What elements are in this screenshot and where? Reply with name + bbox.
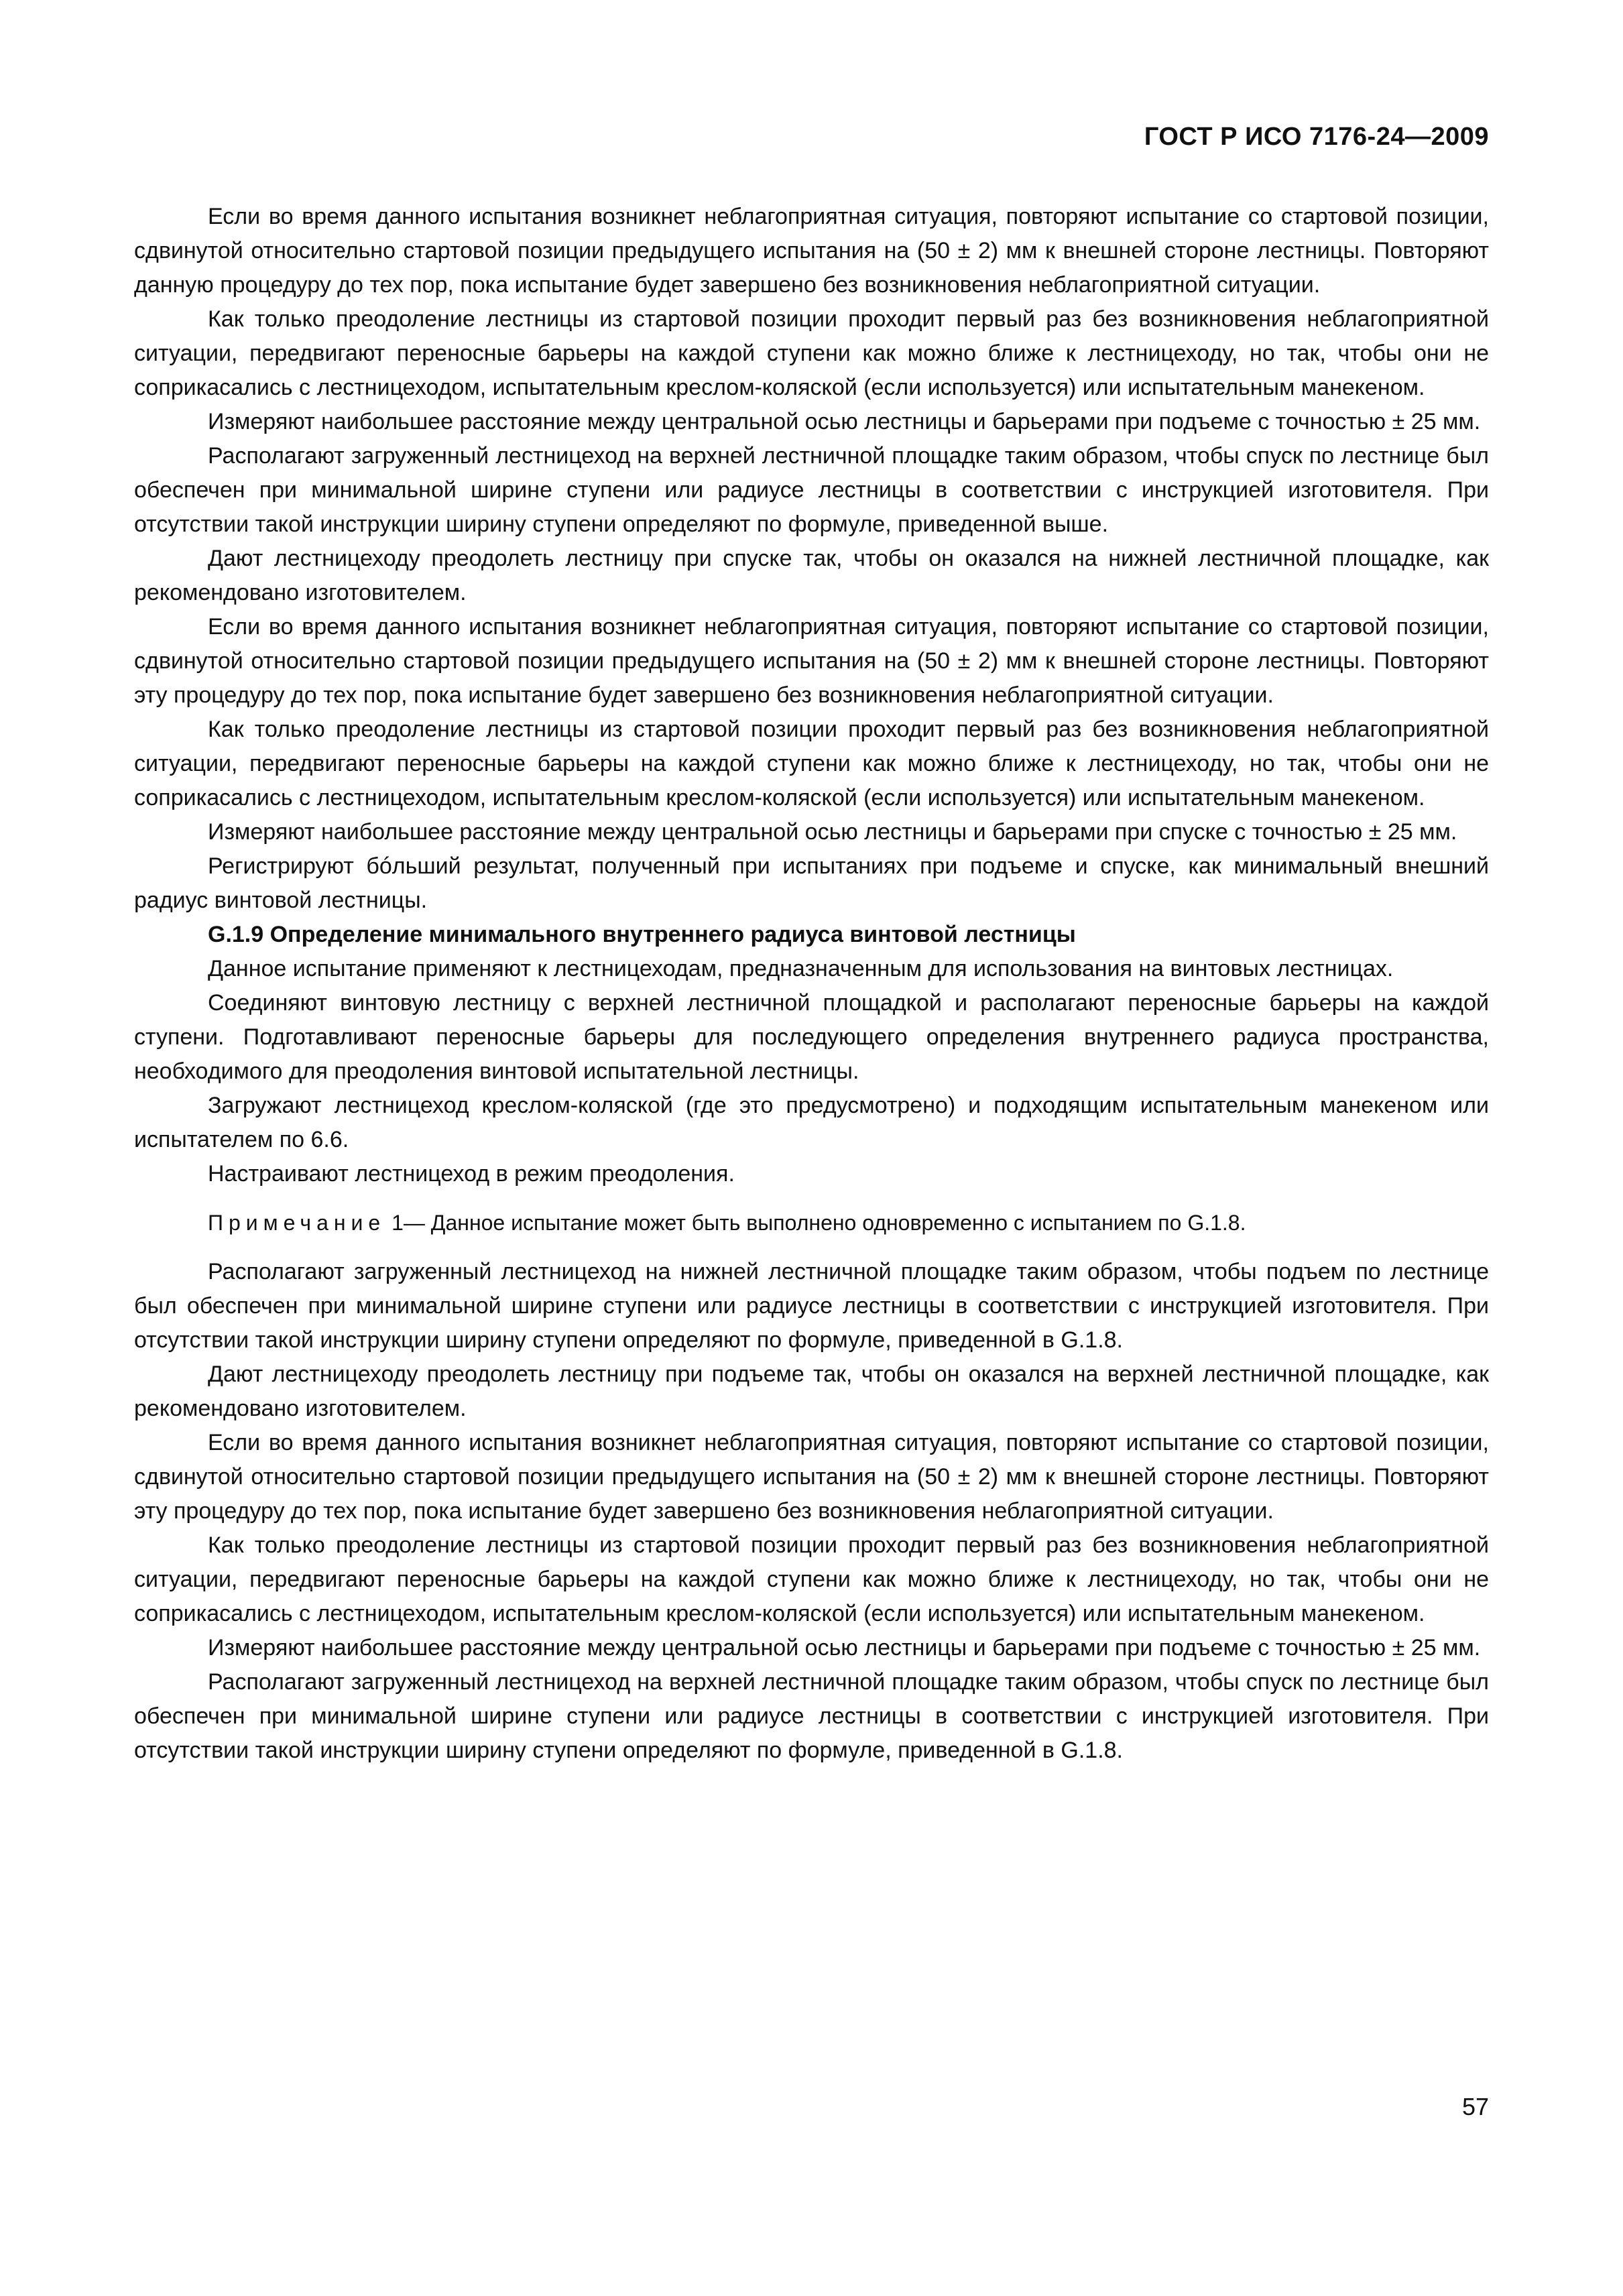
paragraph: Если во время данного испытания возникнет неблагоприятная ситуация, повторяют испытание со стартовой позиции, сдвинутой относительно стартовой позиции предыдущего испытания на (50 ± 2) мм к внешней стороне лестницы. Повторяют эту процедуру до тех пор, пока испытание будет завершено без возникновения неблагоприятной ситуации.: [134, 1430, 1489, 1524]
paragraph: Измеряют наибольшее расстояние между центральной осью лестницы и барьерами при спуске с точностью ± 25 мм.: [208, 819, 1457, 845]
paragraph: Регистрируют бóльший результат, полученный при испытаниях при подъеме и спуске, как минимальный внешний радиус винтовой лестницы.: [134, 853, 1489, 913]
paragraph: Дают лестницеходу преодолеть лестницу при спуске так, чтобы он оказался на нижней лестничной площадке, как рекомендовано изготовителем.: [134, 546, 1489, 605]
paragraph: Как только преодоление лестницы из стартовой позиции проходит первый раз без возникновения неблагоприятной ситуации, передвигают переносные барьеры на каждой ступени как можно ближе к лестницеходу, но так, чтобы они не соприкасались с лестницеходом, испытательным креслом-коляской (если используется) или испытательным манекеном.: [134, 717, 1489, 810]
paragraph: Располагают загруженный лестницеход на верхней лестничной площадке таким образом, чтобы спуск по лестнице был обеспечен при минимальной ширине ступени или радиусе лестницы в соответствии с инструкцией изготовителя. При отсутствии такой инструкции ширину ступени определяют по формуле, приведенной выше.: [134, 443, 1489, 537]
paragraph: Измеряют наибольшее расстояние между центральной осью лестницы и барьерами при подъеме с точностью ± 25 мм.: [208, 1635, 1481, 1660]
paragraph: Располагают загруженный лестницеход на верхней лестничной площадке таким образом, чтобы спуск по лестнице был обеспечен при минимальной ширине ступени или радиусе лестницы в соответствии с инструкцией изготовителя. При отсутствии такой инструкции ширину ступени определяют по формуле, приведенной в G.1.8.: [134, 1669, 1489, 1763]
note-label: Примечание: [208, 1211, 386, 1235]
paragraph: Если во время данного испытания возникнет неблагоприятная ситуация, повторяют испытание со стартовой позиции, сдвинутой относительно стартовой позиции предыдущего испытания на (50 ± 2) мм к внешней стороне лестницы. Повторяют эту процедуру до тех пор, пока испытание будет завершено без возникновения неблагоприятной ситуации.: [134, 614, 1489, 708]
section-heading: G.1.9 Определение минимального внутреннего радиуса винтовой лестницы: [208, 922, 1076, 947]
page-number: 57: [1461, 2093, 1489, 2120]
paragraph: Если во время данного испытания возникнет неблагоприятная ситуация, повторяют испытание со стартовой позиции, сдвинутой относительно стартовой позиции предыдущего испытания на (50 ± 2) мм к внешней стороне лестницы. Повторяют данную процедуру до тех пор, пока испытание будет завершено без возникновения неблагоприятной ситуации.: [134, 204, 1489, 298]
paragraph: Соединяют винтовую лестницу с верхней лестничной площадкой и располагают переносные барьеры на каждой ступени. Подготавливают переносные барьеры для последующего определения внутреннего радиуса пространства, необходимого для преодоления винтовой испытательной лестницы.: [134, 990, 1489, 1084]
paragraph: Загружают лестницеход креслом-коляской (где это предусмотрено) и подходящим испытательным манекеном или испытателем по 6.6.: [134, 1093, 1489, 1152]
note-text: 1— Данное испытание может быть выполнено одновременно с испытанием по G.1.8.: [392, 1211, 1246, 1235]
paragraph: Измеряют наибольшее расстояние между центральной осью лестницы и барьерами при подъеме с точностью ± 25 мм.: [208, 409, 1481, 434]
paragraph: Располагают загруженный лестницеход на нижней лестничной площадке таким образом, чтобы подъем по лестнице был обеспечен при минимальной ширине ступени или радиусе лестницы в соответствии с инструкцией изготовителя. При отсутствии такой инструкции ширину ступени определяют по формуле, приведенной в G.1.8.: [134, 1259, 1489, 1353]
paragraph: Как только преодоление лестницы из стартовой позиции проходит первый раз без возникновения неблагоприятной ситуации, передвигают переносные барьеры на каждой ступени как можно ближе к лестницеходу, но так, чтобы они не соприкасались с лестницеходом, испытательным креслом-коляской (если используется) или испытательным манекеном.: [134, 1532, 1489, 1626]
document-code-header: ГОСТ Р ИСО 7176-24—2009: [1144, 123, 1489, 151]
paragraph: Данное испытание применяют к лестницеходам, предназначенным для использования на винтовых лестницах.: [208, 956, 1394, 981]
paragraph: Настраивают лестницеход в режим преодоления.: [208, 1161, 735, 1187]
document-body: [134, 200, 1489, 1768]
paragraph: Дают лестницеходу преодолеть лестницу при подъеме так, чтобы он оказался на верхней лестничной площадке, как рекомендовано изготовителем.: [134, 1362, 1489, 1421]
paragraph: Как только преодоление лестницы из стартовой позиции проходит первый раз без возникновения неблагоприятной ситуации, передвигают переносные барьеры на каждой ступени как можно ближе к лестницеходу, но так, чтобы они не соприкасались с лестницеходом, испытательным креслом-коляской (если используется) или испытательным манекеном.: [134, 306, 1489, 400]
note: [134, 1206, 1489, 1240]
